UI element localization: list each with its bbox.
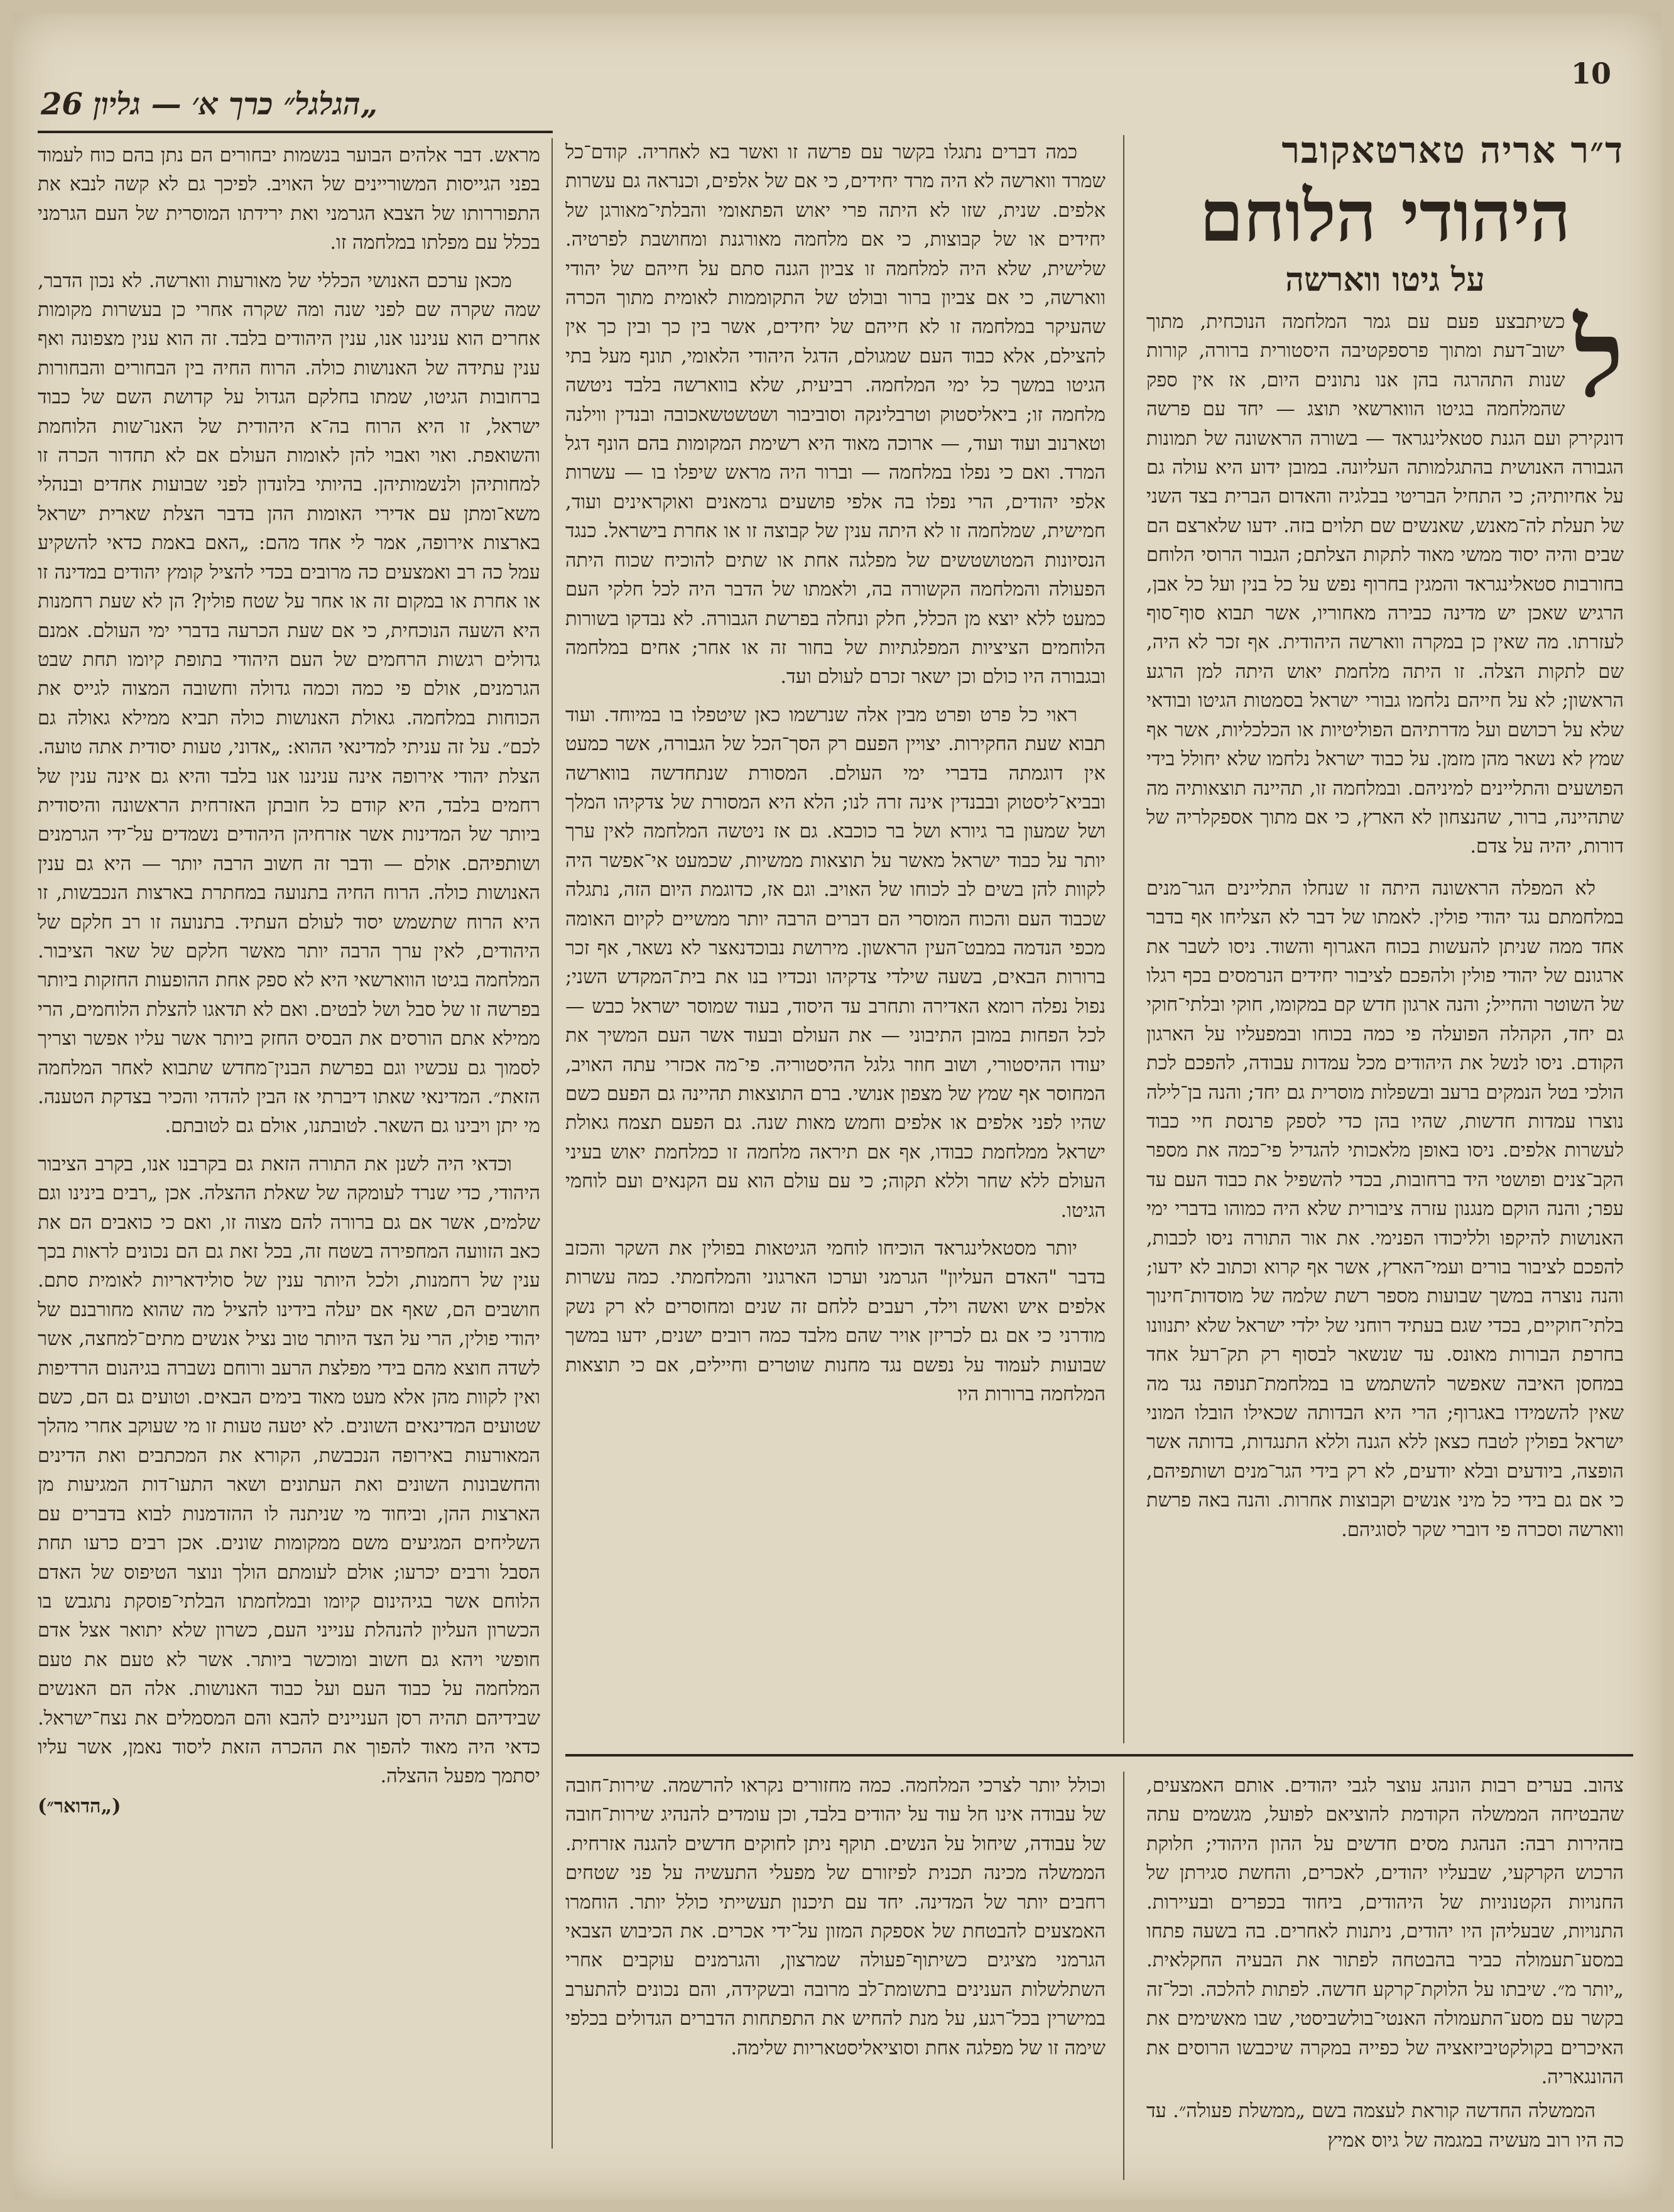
- article-subtitle: על גיטו ווארשה: [1285, 261, 1485, 299]
- paragraph: מראש. דבר אלהים הבוער בנשמות יבחורים הם נתן בהם כוח לעמוד בפני הגייסות המשוריינים של האויב. לפיכך גם לא קשה לנבא את התפוררותו של הצבא הגרמני ואת ירידתו המוסרית של העם הגרמני בכלל עם מפלתו במלחמה זו.: [38, 144, 540, 254]
- paragraph: הממשלה החדשה קוראת לעצמה בשם „ממשלת פעולה״. עד כה היו רוב מעשיה במגמה של גיוס אמיץ: [1146, 2100, 1624, 2152]
- section-rule: [565, 1754, 1633, 1757]
- paragraph: ראוי כל פרט ופרט מבין אלה שנרשמו כאן שיטפלו בו במיוחד. ועוד תבוא שעת החקירות. יצויין הפעם רק הסך־הכל של הגבורה, אשר כמעט אין דוגמתה בדברי ימי העולם. המסורת שנתחדשה בווארשה ובביא־ליסטוק ובבנדין אינה זרה לנו; הלא היא המסורת של צדקיהו המלך ושל שמעון בר גיורא ושל בר כוכבא. גם אז ניטשה המלחמה לאין ערך יותר על כבוד ישראל מאשר על תוצאות ממשיות, שכמעט אי־אפשר היה לקוות להן בשים לב לכוחו של האויב. וגם אז, כדוגמת היום הזה, נתגלה שכבוד העם והכוח המוסרי הם דברים הרבה יותר ממשיים לקיום האומה מכפי הנדמה במבט־העין הראשון. מירושת נבוכדנאצר לא נשאר, אף זכר ברורות הבאים, בשעה שילדי צדקיהו ונכדיו בנו את בית־המקדש השני; נפול נפלה רומא האדירה ותחרב עד היסוד, בעוד שמוסר ישראל כבש — לכל הפחות במובן התיבוני — את העולם ובעוד אשר העם המשיך את יעודו ההיסטורי, ושוב חוזר גלגל ההיסטוריה. פי־מה אכזרי עתה האויב, המחוסר אף שמץ של מצפון אנושי. ברם התוצאות תהיינה גם הפעם כשם שהיו לפני אלפים או אלפים וחמש מאות שנה. גם הפעם תצמח גאולת ישראל ממלחמת כבודו, אף אם תיראה מלחמה זו כמלחמת יאוש בעיני העולם ללא שחר וללא תקוה; כי עם עולם הוא עם הקנאים ועם לוחמי הגיטו.: [565, 704, 1106, 1222]
- newspaper-page: [13, 13, 1661, 2199]
- page-number: 10: [1570, 57, 1611, 90]
- column-divider: [552, 138, 553, 2149]
- column-divider: [1123, 1772, 1124, 2180]
- article-column-2: [565, 138, 1106, 1746]
- paragraph: צהוב. בערים רבות הונהג עוצר לגבי יהודים. אותם האמצעים, שהבטיחה הממשלה הקודמת להוציאם לפועל, מגשמים עתה בזהירות רבה: הנהגת מסים חדשים על ההון היהודי; חלוקת הרכוש הקרקעי, שבעליו יהודים, לאכרים, והחשת סגירתן של החנויות הקטנוניות של היהודים, ביחוד בכפרים ובעיירות. התנויות, שבעליהן היו יהודים, ניתנות לאחרים. בה בשעה פתחו במסע־תעמולה כביר בהבטחה לפתור את הבעיה החקלאית. „יותר מ״. שיבתו על הלוקת־קרקע חדשה. לפתות להלכה. וכל־זה בקשר עם מסע־התעמולה האנטי־בולשביסטי, שבו מאשימים את האיכרים בקולקטיביזאציה של כפייה במקרה שיכבשו הרוסים את ההונגאריה.: [1146, 1775, 1624, 2089]
- paragraph: יותר מסטאלינגראד הוכיחו לוחמי הגיטאות בפולין את השקר והכזב בדבר "האדם העליון" הגרמני וערכו הארגוני והמלחמתי. כמה עשרות אלפים איש ואשה וילד, רעבים ללחם זה שנים ומחוסרים לא רק נשק מודרני כי אם גם לכריזן אויר שהם מלבד כמה רובים ישנים, ידעו במשך שבועות לעמוד על נפשם נגד מחנות שוטרים וחיילים, אם כי תוצאות המלחמה ברורות היו: [565, 1238, 1106, 1406]
- lower-column-2: [565, 1772, 1106, 2186]
- lower-column-1: [1146, 1772, 1624, 2186]
- paragraph: כשיתבצע פעם עם גמר המלחמה הנוכחית, מתוך ישוב־דעת ומתוך פרספקטיבה היסטורית ברורה, קורות שנות התהרגה בהן אנו נתונים היום, אז אין ספק שהמלחמה בגיטו הווארשאי תוצג — יחד עם פרשה דונקירק ועם הגנת סטאלינגראד — בשורה הראשונה של תמונות הגבורה האנושית בהתגלמותה העליונה. במובן ידוע היא עולה גם על אחיותיה; כי התחיל הבריטי בבלגיה והאדום הברית בצד השני של תעלת לה־מאנש, שאנשים שם תלוים בזה. ידעו שלארצם הם שבים והיה יסוד ממשי מאוד לתקות הצלתם; הגבור הרוסי הלוחם בחורבות סטאלינגראד והמגין בחרוף נפש על כל בנין ועל כל אבן, הרגיש שאכן יש מדינה כבירה מאחוריו, אשר תבוא סוף־סוף לעזרתו. מה שאין כן במקרה ווארשה היהודית. אף זכר לא היה, שם לתקות הצלה. זו היתה מלחמת יאוש היתה למן הרגע הראשון; לא על חייהם נלחמו גבורי ישראל בסמטות הגיטו ובודאי שלא על רכושם ועל מדרתיהם הפוליטיות או הכלכליות, אשר אף שמץ לא נשאר מהן מזמן. על כבוד ישראל נלחמו שלא יחולל בידי הפושעים והתליינים למיניהם. ובמלחמה זו, תהיינה תוצאותיה מה שתהיינה, ברור, שהנצחון לא הארץ, כי אם מתוך אספקלריה של דורות, יהיה על צדם.: [1146, 311, 1624, 858]
- article-column-3: [38, 141, 540, 2171]
- source-signature: („הדואר״): [38, 1794, 121, 1817]
- paragraph: וכדאי היה לשנן את התורה הזאת גם בקרבנו אנו, בקרב הציבור היהודי, כדי שנרד לעומקה של שאלת ההצלה. אכן „רבים בינינו וגם שלמים, אשר אם גם ברורה להם מצוה זו, ואם כי כואבים הם את כאב הזוועה המחפירה בשטח זה, בכל זאת גם הם נכונים לראות בכך ענין של רחמנות, ולכל היותר ענין של סולידאריות לאומית סתם. חושבים הם, שאף אם יעלה בידינו להציל מה שהוא מחורבנם של יהודי פולין, הרי על הצד היותר טוב נציל אנשים מתים־למחצה, אשר לשדה חוצא מהם בידי מפלצת הרעב ורוחם נשברה בגיהנום הרדיפות ואין לקוות מהן אלא מעט מאוד בימים הבאים. וטועים גם הם, כשם שטועים המדינאים השונים. לא יטעה טעות זו מי שעוקב אחרי מהלך המאורעות באירופה הנכבשת, הקורא את המכתבים ואת הדינים והחשבונות השונים ואת העתונים ושאר התעו־דות המגיעות מן הארצות ההן, וביחוד מי שניתנה לו ההזדמנות לבוא בדברים עם השליחים המגיעים משם ממקומות שונים. אכן רבים כרעו תחת הסבל ורבים יכרעו; אולם לעומתם הולך ונוצר הטיפוס של האדם הלוחם אשר בגיהינום קיומו ובמלחמתו הבלתי־פוסקת נתגבש בו הכשרון העליון להנהלת ענייני העם, כשרון שלא יתואר אצל אדם חופשי ויהא גם חשוב ומוכשר ביותר. אשר לא טעם את טעם המלחמה על כבוד העם ועל כבוד האנושות. אלה הם האנשים שבידיהם תהיה רסן העניינים להבא והם המסמלים את נצח־ישראל. כדאי היה מאוד להפוך את ההכרה הזאת ליסוד נאמן, אשר עליו יסתמך מפעל ההצלה.: [38, 1153, 540, 1788]
- drop-cap: ל: [1573, 308, 1624, 422]
- paragraph: כמה דברים נתגלו בקשר עם פרשה זו ואשר בא לאחריה. קודם־כל שמרד ווארשה לא היה מרד יחידים, כי אם של אלפים, וכנראה גם עשרות אלפים. שנית, שזו לא היתה פרי יאוש הפתאומי והבלתי־מאורגן של יחידים או של קבוצות, כי אם מלחמה מאורגנת ומחושבת לפרטיה. שלישית, שלא היה למלחמה זו צביון הגנה סתם על חייהם של יהודי ווארשה, כי אם צביון ברור ובולט של התקוממות לאומית מתוך הכרה שהעיקר במלחמה זו לא חייהם של יחידים, אשר בין כך ובין כך אין להצילם, אלא כבוד העם שמגולם, הדגל היהודי הלאומי, תונף מעל בתי הגיטו במשך כל ימי המלחמה. רביעית, שלא בווארשה בלבד ניטשה מלחמה זו; ביאליסטוק וטרבלינקה וסוביבור ושטשטשאכובה ובנדין ווילנה וטארנוב ועוד ועוד, — ארוכה מאוד היא רשימת המקומות בהם הונף דגל המרד. ואם כי נפלו במלחמה — וברור היה מראש שיפלו בו — עשרות אלפי יהודים, הרי נפלו בה אלפי פושעים גרמאנים ואוקראינים ועוד, חמישית, שמלחמה זו לא היתה ענין של קבוצה זו או אחרת בישראל. כנגד הנסיונות המטושטשים של מפלגה אחת או שתים להוכיח שכוח היתה הפעולה והמלחמה הקשורה בה, ולאמתו של הדבר היה לכל חלקי העם כמעט ללא יוצא מן הכלל, חלק ונחלה בפרשת הגבורה. לא נבדקו בשורות הלוחמים הציציות המפלגתיות של בחור זה או אחר; אחים במלחמה ובגבורה היו כולם וכן ישאר זכרם לעולם ועד.: [565, 141, 1106, 689]
- paragraph: וכולל יותר לצרכי המלחמה. כמה מחזורים נקראו להרשמה. שירות־חובה של עבודה אינו חל עוד על יהודים בלבד, וכן עומדים להנהיג שירות־חובה של עבודה, שיחול על הנשים. תוקף ניתן לחוקים חדשים להגנה אזרחית. הממשלה מכינה תכנית לפיזורם של מפעלי התעשיה על פני שטחים רחבים יותר של המדינה. יחד עם תיכנון תעשייתי כולל יותר. הוחמרו האמצעים להבטחת של אספקת המזון על־ידי אכרים. את הכיבוש הצבאי הגרמני מציגים כשיתוף־פעולה שמרצון, והגרמנים עוקבים אחרי השתלשלות הענינים בתשומת־לב מרובה ובשקידה, והם נכונים להתערב במישרין בכל־רגע, על מנת להחיש את התפתחות הדברים הגדולים בכלפי שימה זו של מפלגה אחת וסוציאליסטאריות שלימה.: [565, 1775, 1106, 2059]
- article-title: היהודי הלוחם: [1199, 175, 1571, 258]
- column-divider: [1123, 135, 1124, 1743]
- article-author: ד״ר אריה טארטאקובר: [1281, 129, 1624, 172]
- running-head: „הגלגל״ כרך א׳ — גליון 26: [41, 87, 378, 122]
- header-rule: [38, 131, 553, 133]
- paragraph: לא המפלה הראשונה היתה זו שנחלו התליינים הגר־מנים במלחמתם נגד יהודי פולין. לאמתו של דבר לא הצליחו אף בדבר אחד ממה שניתן להעשות בכוח האגרוף והשוד. ניסו לשבר את ארגונם של יהודי פולין ולהפכם לציבור יחידים הנרמסים בכף רגלו של השוטר והחייל; והנה ארגון חדש קם במקומו, חוקי ובלתי־חוקי גם יחד, הקהלה הפועלה פי כמה בכוחו ובמפעליו על הארגון הקודם. ניסו לנשל את היהודים מכל עמדות עבודה, להפכם לכת הולכי בטל הנמקים ברעב ובשפלות מוסרית גם יחד; והנה בן־לילה נוצרו עמדות חדשות, שהיו בהן כדי לספק פרנסת חיי כבוד לעשרות אלפים. ניסו באופן מלאכותי להגדיל פי־כמה את מספר הקב־צנים ופושטי היד ברחובות, בכדי להשפיל את כבוד העם עד עפר; והנה הוקם מנגנון עזרה ציבורית שלא היה כמוהו בדברי ימי האנושות להיקפו ולליכודו הפנימי. את אור התורה ניסו לכבות, להפכם לציבור בורים ועמי־הארץ, אשר אף קרוא וכתוב לא ידעו; והנה נוצרה במשך שבועות מספר רשת שלמה של מוסדות־חינוך בלתי־חוקיים, בכדי שגם בעתיד רוחני של ילדי ישראל שלא יתנוונו בחרפת הבורות מאונס. עד שנשאר לבסוף רק תק־רעל אחד במחסן האיבה שאפשר להשתמש בו במלחמת־תנופה נגד מה שאין להשמידו באגרוף; הרי היא הבדותה שכאילו הובלו המוני ישראל בפולין לטבח כצאן ללא הגנה וללא התנגדות, בדותה אשר הופצה, ביודעים ובלא יודעים, לא רק בידי הגר־מנים ושותפיהם, כי אם גם בידי כל מיני אנשים וקבוצות אחרות. והנה באה פרשת ווארשה וסכרה פי דוברי שקר לסוגיהם.: [1146, 877, 1624, 1541]
- article-column-1: [1146, 308, 1624, 1746]
- paragraph: מכאן ערכם האנושי הכללי של מאורעות ווארשה. לא נכון הדבר, שמה שקרה שם לפני שנה ומה שקרה אחרי כן בעשרות מקומות אחרים הוא עניננו אנו, ענין היהודים בלבד. זה הוא ענין מצפונה ואף ענין עתידה של האנושות כולה. הרוח החיה בין הבחורים והבחורות ברחובות הגיטו, שמתו בחלקם הגדול על קדושת השם של כבוד ישראל, זו היא הרוח בה־א היהודית של האנו־שות הלוחמת והשואפת. ואוי ואבוי להן לאומות העולם אם לא תחדור הכרה זו למחותיהן ולנשמותיהן. בהיותי בלונדון לפני שבועות אחדים ובנהלי משא־ומתן עם אדירי האומות ההן בדבר הצלת שארית ישראל בארצות אירופה, אמר לי אחד מהם: „האם באמת כדאי להשקיע עמל כה רב ואמצעים כה מרובים בכדי להציל קומץ יהודים במדינה זו או אחרת או במקום זה או אחר על שטח פולין? הן לא שעת רחמנות היא השעה הנוכחית, כי אם שעת הכרעה בדברי ימי העולם. אמנם גדולים רגשות הרחמים של העם היהודי בתופת קיומו תחת שבט הגרמנים, אולם פי כמה וכמה גדולה וחשובה המצוה לגייס את הכוחות במלחמה. גאולת האנושות כולה תביא ממילא גאולה גם לכם״. על זה עניתי למדינאי ההוא: „אדוני, טעות יסודית אתה טועה. הצלת יהודי אירופה אינה עניננו אנו בלבד והיא גם אינה ענין של רחמים בלבד, היא קודם כל חובתן האזרחית הראשונה והיסודית ביותר של המדינות אשר אזרחיהן היהודים נשמדים על־ידי הגרמנים ושותפיהם. אולם — ודבר זה חשוב הרבה יותר — היא גם ענין האנושות כולה. הרוח החיה בתנועה במחתרת בארצות הנכבשות, זו היא הרוח שתשמש יסוד לעולם העתיד. בתנועה זו רב חלקם של היהודים, לאין ערך הרבה יותר מאשר חלקם של שאר הציבור. המלחמה בגיטו הווארשאי היא לא ספק אחת ההופעות החזקות ביותר בפרשה זו של סבל ושל לבטים. ואם לא תדאגו להצלת הלוחמים, הרי ממילא אתם הורסים את הבסיס החזק ביותר אשר עליו אפשר וצריך לסמוך גם עכשיו וגם בפרשת הבנין־מחדש שתבוא לאחר המלחמה הזאת״. המדינאי שאתו דיברתי אז הבין להדהי והכיר בצדקת הטענה. מי יתן ויבינו גם השאר. לטובתנו, אולם גם לטובתם.: [38, 270, 540, 1138]
